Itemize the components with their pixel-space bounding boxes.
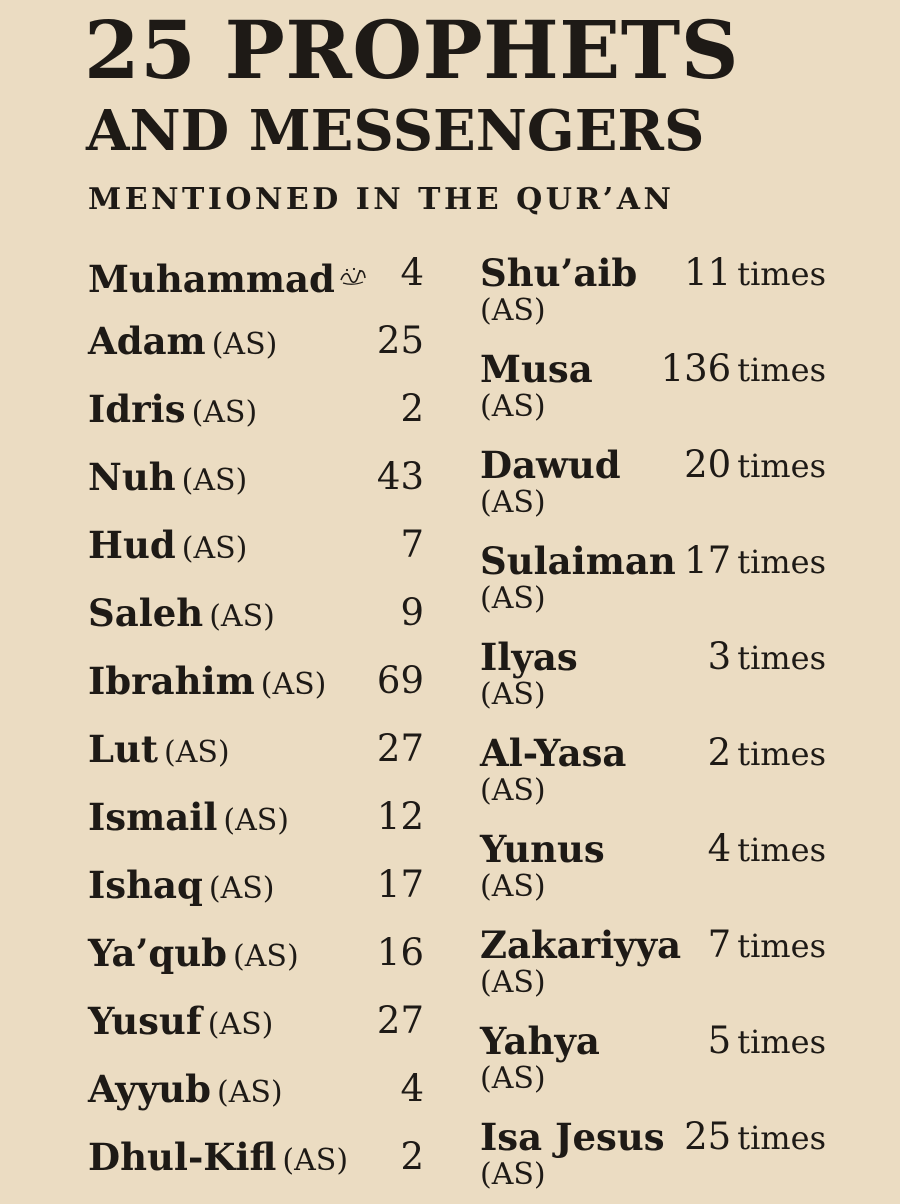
list-item — [88, 928, 424, 978]
honorific-suffix: (AS) — [480, 773, 546, 808]
list-item — [480, 634, 826, 724]
prophet-name: Nuh — [88, 455, 176, 499]
mention-count: 4 — [707, 827, 732, 870]
list-item — [88, 384, 424, 434]
prophet-name: Adam — [88, 319, 206, 363]
list-item — [480, 1018, 826, 1108]
prophet-name: Ya’qub — [88, 931, 228, 975]
list-item — [88, 588, 424, 638]
mention-count: 25 — [684, 1115, 732, 1158]
list-item — [480, 730, 826, 820]
list-item-muhammad — [88, 248, 424, 301]
list-item — [88, 656, 424, 706]
mention-count: 69 — [376, 659, 424, 702]
list-item — [480, 922, 826, 1012]
list-item — [480, 826, 826, 916]
mention-count: 16 — [376, 931, 424, 974]
honorific-suffix: (AS) — [211, 327, 278, 362]
list-item — [88, 452, 424, 502]
mention-count: 11 — [684, 251, 732, 294]
mention-count: 27 — [376, 999, 424, 1042]
honorific-suffix: (AS) — [480, 1157, 546, 1192]
mention-count: 27 — [376, 727, 424, 770]
mention-count: 5 — [707, 1019, 732, 1062]
prophet-name: Dawud — [480, 443, 621, 487]
list-item — [88, 860, 424, 910]
list-item — [480, 1114, 826, 1204]
list-item — [88, 724, 424, 774]
mention-count: 17 — [376, 863, 424, 906]
mention-count: 20 — [684, 443, 732, 486]
prophet-name: Musa — [480, 347, 593, 391]
mention-count: 25 — [376, 319, 424, 362]
prophet-name: Yusuf — [88, 999, 202, 1043]
list-item — [480, 538, 826, 628]
honorific-suffix: (AS) — [223, 803, 289, 838]
prophet-name: Ilyas — [480, 635, 578, 679]
prophet-name: Yunus — [480, 827, 605, 871]
honorific-suffix: (AS) — [233, 939, 299, 974]
mention-count: 4 — [400, 251, 424, 294]
prophet-name: Zakariyya — [480, 923, 682, 967]
honorific-suffix: (AS) — [260, 667, 327, 702]
mention-count: 3 — [707, 635, 732, 678]
honorific-suffix: (AS) — [282, 1143, 349, 1178]
prophet-name: Ayyub — [88, 1067, 211, 1111]
prophet-name: Lut — [88, 727, 159, 771]
list-item — [88, 316, 424, 366]
prophet-name: Ismail — [88, 795, 218, 839]
mention-count: 7 — [400, 523, 424, 566]
count-unit: times — [737, 927, 826, 965]
count-unit: times — [737, 543, 826, 581]
count-unit: times — [737, 255, 826, 293]
mention-count: 136 — [660, 347, 732, 390]
prophet-name: Ibrahim — [88, 659, 255, 703]
prophet-name: Saleh — [88, 591, 204, 635]
mention-count: 43 — [376, 455, 424, 498]
prophet-name: Idris — [88, 387, 186, 431]
prophet-name: Dhul-Kifl — [88, 1135, 277, 1179]
list-item — [88, 996, 424, 1046]
prophet-name: Isa Jesus — [480, 1115, 665, 1159]
honorific-suffix: (AS) — [191, 395, 258, 430]
prophet-name: Hud — [88, 523, 176, 567]
count-unit: times — [737, 735, 826, 773]
mention-count: 12 — [376, 795, 424, 838]
list-item — [88, 1132, 424, 1182]
prophet-name: Shu’aib — [480, 251, 638, 295]
honorific-suffix: (AS) — [181, 463, 248, 498]
list-item — [480, 346, 826, 436]
mention-count: 9 — [400, 591, 424, 634]
honorific-suffix: (AS) — [216, 1075, 283, 1110]
page-title-line2: AND MESSENGERS — [86, 98, 705, 164]
mention-count: 2 — [707, 731, 732, 774]
honorific-suffix: (AS) — [480, 677, 546, 712]
count-unit: times — [737, 1023, 826, 1061]
page-title: 25 PROPHETS — [84, 3, 740, 97]
count-unit: times — [737, 351, 826, 389]
honorific-suffix: (AS) — [209, 599, 275, 634]
honorific-suffix: (AS) — [164, 735, 230, 770]
honorific-suffix: (AS) — [480, 965, 546, 1000]
honorific-suffix: (AS) — [208, 871, 275, 906]
list-item — [88, 1064, 424, 1114]
honorific-suffix: (AS) — [480, 1061, 546, 1096]
mention-count: 2 — [400, 387, 424, 430]
prophet-name: Muhammad — [88, 257, 335, 301]
honorific-suffix: (AS) — [181, 531, 248, 566]
honorific-suffix: (AS) — [207, 1007, 274, 1042]
count-unit: times — [737, 639, 826, 677]
prophet-name: Al-Yasa — [480, 731, 627, 775]
list-item — [88, 792, 424, 842]
list-item — [480, 250, 826, 340]
mention-count: 4 — [400, 1067, 424, 1110]
page-subtitle: MENTIONED IN THE QUR’AN — [88, 182, 675, 217]
honorific-suffix: (AS) — [480, 293, 546, 328]
salawat-calligraphy-icon — [339, 248, 367, 268]
count-unit: times — [737, 831, 826, 869]
honorific-suffix: (AS) — [480, 389, 546, 424]
prophet-name: Ishaq — [88, 863, 203, 907]
honorific-suffix: (AS) — [480, 581, 546, 616]
mention-count: 7 — [707, 923, 732, 966]
mention-count: 2 — [400, 1135, 424, 1178]
honorific-suffix: (AS) — [480, 485, 546, 520]
honorific-suffix: (AS) — [480, 869, 546, 904]
prophet-name: Sulaiman — [480, 539, 676, 583]
list-item — [480, 442, 826, 532]
mention-count: 17 — [684, 539, 732, 582]
count-unit: times — [737, 1119, 826, 1157]
prophet-name: Yahya — [480, 1019, 600, 1063]
count-unit: times — [737, 447, 826, 485]
list-item — [88, 520, 424, 570]
